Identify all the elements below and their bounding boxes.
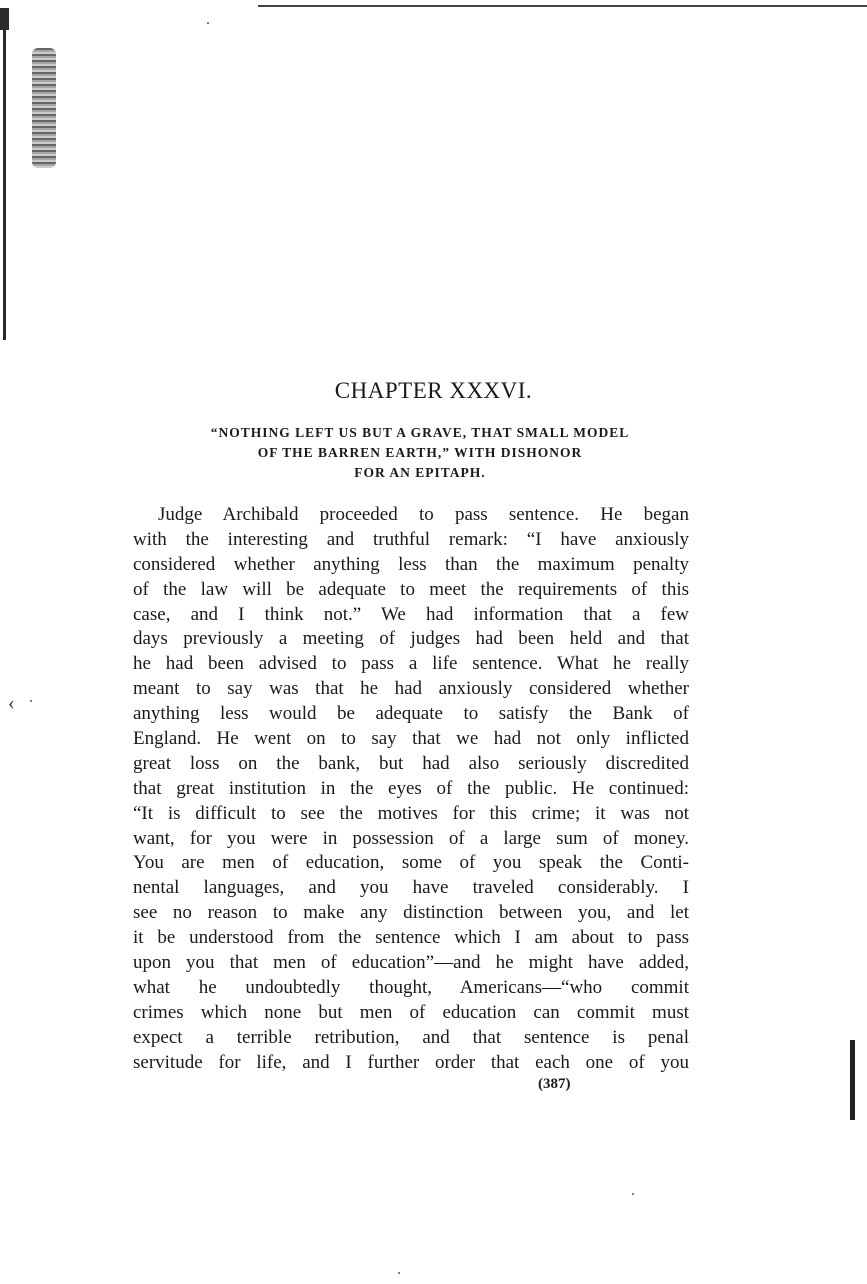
text-line: nental languages, and you have traveled considerably. I — [133, 877, 689, 899]
text-line: great loss on the bank, but had also seriously discredited — [133, 752, 689, 774]
text-line: what he undoubtedly thought, Americans—“who commit — [133, 976, 689, 998]
page-number: (387) — [538, 1076, 571, 1092]
text-line: England. He went on to say that we had not only inflicted — [133, 728, 689, 750]
text-line: expect a terrible retribution, and that sentence is penal — [133, 1026, 689, 1048]
body-paragraph — [133, 503, 689, 1075]
chapter-title: CHAPTER XXXVI. — [334, 378, 533, 403]
text-line: it be understood from the sentence which I am about to pass — [133, 927, 689, 949]
text-line: considered whether anything less than the maximum penalty — [133, 553, 689, 575]
margin-mark: ‹ — [8, 692, 15, 714]
text-line: see no reason to make any distinction between you, and let — [133, 902, 689, 924]
scan-speck — [30, 700, 32, 702]
text-line: days previously a meeting of judges had been held and that — [133, 628, 689, 650]
chapter-subtitle-line: FOR AN EPITAPH. — [354, 465, 486, 480]
scan-speck — [632, 1193, 634, 1195]
text-line: he had been advised to pass a life sentence. What he really — [133, 653, 689, 675]
chapter-subtitle — [130, 423, 710, 483]
text-line: with the interesting and truthful remark: “I have anxiously — [133, 528, 689, 550]
text-line: “It is difficult to see the motives for this crime; it was not — [133, 802, 689, 824]
chapter-subtitle-line: OF THE BARREN EARTH,” WITH DISHONOR — [257, 445, 583, 460]
text-line: servitude for life, and I further order that each one of you — [133, 1051, 689, 1073]
chapter-subtitle-line: “NOTHING LEFT US BUT A GRAVE, THAT SMALL MODEL — [210, 425, 630, 440]
scan-edge-top — [258, 5, 867, 7]
scan-edge-left-tip — [0, 8, 9, 30]
scan-speck — [207, 22, 209, 24]
binding-smudge — [32, 48, 56, 168]
text-line: meant to say was that he had anxiously considered whether — [133, 678, 689, 700]
text-line: want, for you were in possession of a large sum of money. — [133, 827, 689, 849]
text-line: upon you that men of education”—and he might have added, — [133, 952, 689, 974]
text-line: crimes which none but men of education can commit must — [133, 1001, 689, 1023]
text-line: case, and I think not.” We had information that a few — [133, 603, 689, 625]
text-line: Judge Archibald proceeded to pass sentence. He began — [158, 504, 689, 525]
scan-edge-right — [850, 1040, 855, 1120]
scan-edge-left — [3, 10, 6, 340]
text-line: that great institution in the eyes of the public. He continued: — [133, 777, 689, 799]
text-line: You are men of education, some of you speak the Conti- — [133, 852, 689, 874]
text-line: of the law will be adequate to meet the requirements of this — [133, 578, 689, 600]
text-line: anything less would be adequate to satisfy the Bank of — [133, 703, 689, 725]
scan-speck — [398, 1272, 400, 1274]
